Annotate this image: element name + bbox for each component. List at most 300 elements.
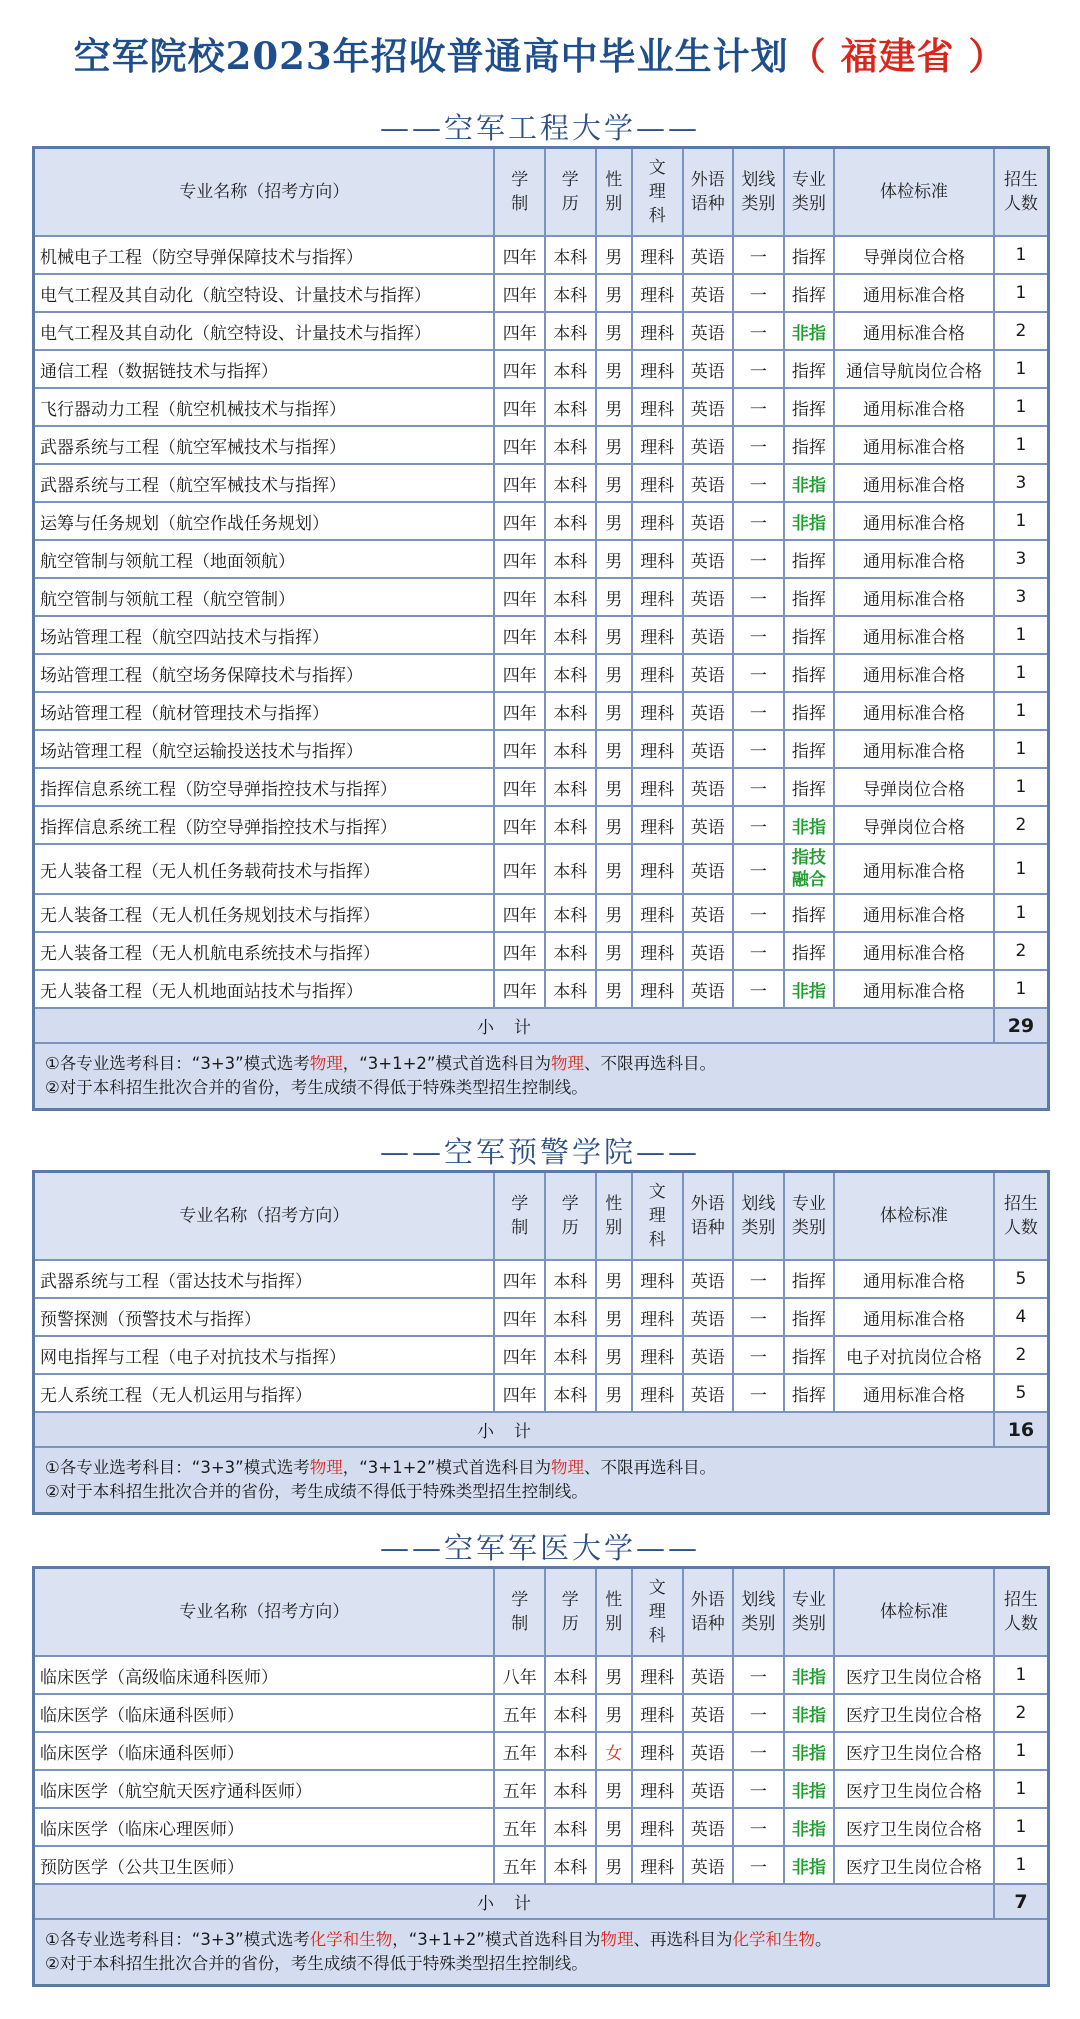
table-cell: 本科 bbox=[545, 730, 596, 768]
table-cell: 3 bbox=[994, 578, 1049, 616]
table-cell: 理科 bbox=[632, 1694, 683, 1732]
table-cell: 通用标准合格 bbox=[834, 274, 994, 312]
table-cell: 指挥 bbox=[784, 1374, 835, 1412]
table-cell: 临床医学（临床通科医师） bbox=[34, 1732, 495, 1770]
table-cell: 武器系统与工程（航空军械技术与指挥） bbox=[34, 426, 495, 464]
table-cell: 通用标准合格 bbox=[834, 1298, 994, 1336]
table-cell: 临床医学（航空航天医疗通科医师） bbox=[34, 1770, 495, 1808]
table-cell: 英语 bbox=[683, 312, 734, 350]
table-cell: 指挥 bbox=[784, 540, 835, 578]
table-cell: 四年 bbox=[494, 350, 545, 388]
table-cell: 指挥 bbox=[784, 426, 835, 464]
table-cell: 英语 bbox=[683, 932, 734, 970]
table-row bbox=[34, 1732, 1049, 1770]
table-row bbox=[34, 932, 1049, 970]
table-cell: 英语 bbox=[683, 1846, 734, 1884]
column-header: 专业名称（招考方向） bbox=[34, 1172, 495, 1261]
notes-row bbox=[34, 1043, 1049, 1110]
table-cell: 四年 bbox=[494, 932, 545, 970]
table-cell: 本科 bbox=[545, 1374, 596, 1412]
table-cell: 本科 bbox=[545, 1656, 596, 1694]
table-cell: 英语 bbox=[683, 1656, 734, 1694]
table-cell: 理科 bbox=[632, 502, 683, 540]
table-cell: 英语 bbox=[683, 1808, 734, 1846]
table-row bbox=[34, 464, 1049, 502]
table-cell: 1 bbox=[994, 236, 1049, 274]
table-cell: 一 bbox=[733, 274, 784, 312]
table-cell: 1 bbox=[994, 1846, 1049, 1884]
table-cell: 临床医学（临床通科医师） bbox=[34, 1694, 495, 1732]
table-cell: 理科 bbox=[632, 844, 683, 894]
table-cell: 本科 bbox=[545, 236, 596, 274]
table-cell: 1 bbox=[994, 730, 1049, 768]
table-row bbox=[34, 578, 1049, 616]
subtotal-value: 7 bbox=[994, 1884, 1049, 1919]
note-text: 、不限再选科目。 bbox=[583, 1458, 716, 1477]
table-cell: 一 bbox=[733, 1260, 784, 1298]
plan-table-medical bbox=[32, 1566, 1050, 1987]
table-cell: 无人装备工程（无人机任务载荷技术与指挥） bbox=[34, 844, 495, 894]
table-cell: 英语 bbox=[683, 970, 734, 1008]
table-cell: 一 bbox=[733, 692, 784, 730]
notes-cell bbox=[34, 1043, 1049, 1110]
table-cell: 英语 bbox=[683, 388, 734, 426]
table-cell: 医疗卫生岗位合格 bbox=[834, 1770, 994, 1808]
table-cell: 一 bbox=[733, 502, 784, 540]
table-cell: 男 bbox=[596, 654, 632, 692]
table-cell: 本科 bbox=[545, 1694, 596, 1732]
note-text: 、再选科目为 bbox=[633, 1930, 733, 1949]
table-cell: 理科 bbox=[632, 426, 683, 464]
table-cell: 通用标准合格 bbox=[834, 578, 994, 616]
notes-row bbox=[34, 1447, 1049, 1514]
table-cell: 男 bbox=[596, 350, 632, 388]
table-cell: 理科 bbox=[632, 312, 683, 350]
column-header: 体检标准 bbox=[834, 1568, 994, 1657]
table-cell: 一 bbox=[733, 350, 784, 388]
table-cell: 非指 bbox=[784, 806, 835, 844]
table-cell: 1 bbox=[994, 1656, 1049, 1694]
table-cell: 英语 bbox=[683, 730, 734, 768]
table-cell: 通用标准合格 bbox=[834, 970, 994, 1008]
table-cell: 指挥 bbox=[784, 578, 835, 616]
table-cell: 一 bbox=[733, 236, 784, 274]
column-header: 划线 类别 bbox=[733, 1568, 784, 1657]
table-cell: 非指 bbox=[784, 970, 835, 1008]
table-cell: 英语 bbox=[683, 894, 734, 932]
column-header: 外语 语种 bbox=[683, 148, 734, 237]
table-row bbox=[34, 970, 1049, 1008]
table-cell: 英语 bbox=[683, 692, 734, 730]
table-cell: 1 bbox=[994, 768, 1049, 806]
table-cell: 五年 bbox=[494, 1808, 545, 1846]
table-cell: 1 bbox=[994, 894, 1049, 932]
table-cell: 男 bbox=[596, 616, 632, 654]
table-cell: 一 bbox=[733, 1298, 784, 1336]
table-cell: 导弹岗位合格 bbox=[834, 768, 994, 806]
table-cell: 男 bbox=[596, 970, 632, 1008]
table-cell: 本科 bbox=[545, 1298, 596, 1336]
table-cell: 男 bbox=[596, 1846, 632, 1884]
note-subject-requirement bbox=[45, 1052, 1037, 1076]
subtotal-label: 小计 bbox=[34, 1412, 994, 1447]
table-cell: 一 bbox=[733, 768, 784, 806]
table-cell: 本科 bbox=[545, 768, 596, 806]
table-cell: 1 bbox=[994, 616, 1049, 654]
section-name: 空军军医大学 bbox=[443, 1531, 636, 1565]
note-control-line: ②对于本科招生批次合并的省份，考生成绩不得低于特殊类型招生控制线。 bbox=[45, 1954, 588, 1973]
table-cell: 3 bbox=[994, 464, 1049, 502]
table-cell: 电气工程及其自动化（航空特设、计量技术与指挥） bbox=[34, 312, 495, 350]
table-cell: 非指 bbox=[784, 1656, 835, 1694]
table-cell: 男 bbox=[596, 1336, 632, 1374]
table-cell: 本科 bbox=[545, 1336, 596, 1374]
table-cell: 英语 bbox=[683, 768, 734, 806]
table-cell: 四年 bbox=[494, 464, 545, 502]
table-cell: 男 bbox=[596, 388, 632, 426]
table-row bbox=[34, 1656, 1049, 1694]
table-cell: 英语 bbox=[683, 616, 734, 654]
table-cell: 理科 bbox=[632, 1732, 683, 1770]
table-cell: 英语 bbox=[683, 1770, 734, 1808]
table-cell: 一 bbox=[733, 1846, 784, 1884]
table-cell: 医疗卫生岗位合格 bbox=[834, 1846, 994, 1884]
column-header: 划线 类别 bbox=[733, 148, 784, 237]
note-text: ，“3+1+2”模式首选科目为 bbox=[342, 1458, 551, 1477]
subtotal-row bbox=[34, 1412, 1049, 1447]
table-cell: 本科 bbox=[545, 844, 596, 894]
table-cell: 通用标准合格 bbox=[834, 932, 994, 970]
table-cell: 一 bbox=[733, 844, 784, 894]
table-cell: 理科 bbox=[632, 540, 683, 578]
table-cell: 理科 bbox=[632, 274, 683, 312]
notes-row bbox=[34, 1919, 1049, 1986]
column-header: 学 历 bbox=[545, 1568, 596, 1657]
table-row bbox=[34, 350, 1049, 388]
table-cell: 四年 bbox=[494, 388, 545, 426]
notes-cell bbox=[34, 1447, 1049, 1514]
table-cell: 指挥 bbox=[784, 388, 835, 426]
table-cell: 2 bbox=[994, 806, 1049, 844]
table-cell: 男 bbox=[596, 932, 632, 970]
column-header: 学 制 bbox=[494, 148, 545, 237]
table-cell: 英语 bbox=[683, 1260, 734, 1298]
table-cell: 本科 bbox=[545, 426, 596, 464]
table-cell: 四年 bbox=[494, 426, 545, 464]
table-cell: 本科 bbox=[545, 312, 596, 350]
table-cell: 男 bbox=[596, 426, 632, 464]
table-row bbox=[34, 894, 1049, 932]
table-row bbox=[34, 540, 1049, 578]
table-cell: 场站管理工程（航空场务保障技术与指挥） bbox=[34, 654, 495, 692]
subtotal-label: 小计 bbox=[34, 1884, 994, 1919]
table-cell: 一 bbox=[733, 932, 784, 970]
table-cell: 一 bbox=[733, 1374, 784, 1412]
table-cell: 四年 bbox=[494, 312, 545, 350]
table-cell: 1 bbox=[994, 1808, 1049, 1846]
table-cell: 1 bbox=[994, 426, 1049, 464]
table-cell: 理科 bbox=[632, 1808, 683, 1846]
note-text: 物理 bbox=[550, 1054, 584, 1073]
table-cell: 四年 bbox=[494, 730, 545, 768]
table-cell: 一 bbox=[733, 578, 784, 616]
table-cell: 指挥 bbox=[784, 350, 835, 388]
section-name: 空军工程大学 bbox=[443, 111, 636, 145]
table-cell: 1 bbox=[994, 1732, 1049, 1770]
table-cell: 指挥 bbox=[784, 654, 835, 692]
table-cell: 男 bbox=[596, 806, 632, 844]
table-cell: 男 bbox=[596, 1298, 632, 1336]
column-header: 招生 人数 bbox=[994, 148, 1049, 237]
table-cell: 四年 bbox=[494, 806, 545, 844]
table-cell: 理科 bbox=[632, 616, 683, 654]
table-cell: 一 bbox=[733, 616, 784, 654]
table-row bbox=[34, 1260, 1049, 1298]
table-row bbox=[34, 1336, 1049, 1374]
table-cell: 通用标准合格 bbox=[834, 844, 994, 894]
column-header: 学 历 bbox=[545, 148, 596, 237]
note-control-line: ②对于本科招生批次合并的省份，考生成绩不得低于特殊类型招生控制线。 bbox=[45, 1482, 588, 1501]
table-cell: 临床医学（高级临床通科医师） bbox=[34, 1656, 495, 1694]
table-cell: 指挥 bbox=[784, 1298, 835, 1336]
table-cell: 四年 bbox=[494, 844, 545, 894]
table-cell: 一 bbox=[733, 970, 784, 1008]
table-cell: 非指 bbox=[784, 1846, 835, 1884]
table-cell: 飞行器动力工程（航空机械技术与指挥） bbox=[34, 388, 495, 426]
table-cell: 运筹与任务规划（航空作战任务规划） bbox=[34, 502, 495, 540]
column-header: 专业 类别 bbox=[784, 1172, 835, 1261]
table-cell: 电气工程及其自动化（航空特设、计量技术与指挥） bbox=[34, 274, 495, 312]
table-cell: 男 bbox=[596, 502, 632, 540]
table-cell: 英语 bbox=[683, 1298, 734, 1336]
table-cell: 临床医学（临床心理医师） bbox=[34, 1808, 495, 1846]
subtotal-row bbox=[34, 1884, 1049, 1919]
page-title-main: 空军院校2023年招收普通高中毕业生计划 bbox=[73, 34, 789, 78]
table-cell: 男 bbox=[596, 1374, 632, 1412]
column-header: 学 制 bbox=[494, 1172, 545, 1261]
table-cell: 5 bbox=[994, 1260, 1049, 1298]
table-cell: 理科 bbox=[632, 654, 683, 692]
table-cell: 本科 bbox=[545, 502, 596, 540]
table-cell: 1 bbox=[994, 654, 1049, 692]
column-header: 外语 语种 bbox=[683, 1568, 734, 1657]
table-cell: 理科 bbox=[632, 350, 683, 388]
note-text: 物理 bbox=[309, 1458, 343, 1477]
table-cell: 医疗卫生岗位合格 bbox=[834, 1656, 994, 1694]
table-row bbox=[34, 1770, 1049, 1808]
table-cell: 预防医学（公共卫生医师） bbox=[34, 1846, 495, 1884]
column-header: 性 别 bbox=[596, 1568, 632, 1657]
table-cell: 理科 bbox=[632, 692, 683, 730]
table-cell: 男 bbox=[596, 1808, 632, 1846]
table-cell: 理科 bbox=[632, 806, 683, 844]
table-cell: 一 bbox=[733, 388, 784, 426]
note-text: ，“3+1+2”模式首选科目为 bbox=[392, 1930, 601, 1949]
table-cell: 导弹岗位合格 bbox=[834, 806, 994, 844]
table-cell: 理科 bbox=[632, 1846, 683, 1884]
table-row bbox=[34, 1694, 1049, 1732]
table-cell: 一 bbox=[733, 730, 784, 768]
plan-table-engineering bbox=[32, 146, 1050, 1111]
column-header: 文 理 科 bbox=[632, 148, 683, 237]
table-cell: 指技 融合 bbox=[784, 844, 835, 894]
table-cell: 本科 bbox=[545, 1846, 596, 1884]
table-cell: 非指 bbox=[784, 312, 835, 350]
table-cell: 男 bbox=[596, 844, 632, 894]
table-cell: 本科 bbox=[545, 274, 596, 312]
column-header: 专业名称（招考方向） bbox=[34, 148, 495, 237]
table-cell: 无人装备工程（无人机任务规划技术与指挥） bbox=[34, 894, 495, 932]
table-cell: 电子对抗岗位合格 bbox=[834, 1336, 994, 1374]
table-row bbox=[34, 730, 1049, 768]
page-title bbox=[0, 26, 1080, 80]
table-cell: 场站管理工程（航材管理技术与指挥） bbox=[34, 692, 495, 730]
table-row bbox=[34, 1846, 1049, 1884]
table-cell: 理科 bbox=[632, 578, 683, 616]
table-cell: 四年 bbox=[494, 654, 545, 692]
table-cell: 通用标准合格 bbox=[834, 312, 994, 350]
table-cell: 通用标准合格 bbox=[834, 692, 994, 730]
table-cell: 无人装备工程（无人机航电系统技术与指挥） bbox=[34, 932, 495, 970]
table-cell: 四年 bbox=[494, 502, 545, 540]
table-cell: 航空管制与领航工程（航空管制） bbox=[34, 578, 495, 616]
table-row bbox=[34, 806, 1049, 844]
table-row bbox=[34, 616, 1049, 654]
table-cell: 本科 bbox=[545, 540, 596, 578]
table-cell: 五年 bbox=[494, 1770, 545, 1808]
table-cell: 本科 bbox=[545, 388, 596, 426]
table-cell: 指挥 bbox=[784, 692, 835, 730]
table-cell: 医疗卫生岗位合格 bbox=[834, 1732, 994, 1770]
table-cell: 男 bbox=[596, 464, 632, 502]
section-title-engineering: ——空军工程大学—— bbox=[379, 111, 700, 145]
table-cell: 通用标准合格 bbox=[834, 730, 994, 768]
table-cell: 四年 bbox=[494, 540, 545, 578]
table-cell: 英语 bbox=[683, 426, 734, 464]
table-cell: 一 bbox=[733, 1336, 784, 1374]
table-cell: 医疗卫生岗位合格 bbox=[834, 1808, 994, 1846]
note-control-line: ②对于本科招生批次合并的省份，考生成绩不得低于特殊类型招生控制线。 bbox=[45, 1078, 588, 1097]
table-cell: 武器系统与工程（雷达技术与指挥） bbox=[34, 1260, 495, 1298]
table-cell: 本科 bbox=[545, 970, 596, 1008]
table-cell: 1 bbox=[994, 692, 1049, 730]
table-cell: 指挥 bbox=[784, 768, 835, 806]
table-cell: 指挥信息系统工程（防空导弹指控技术与指挥） bbox=[34, 768, 495, 806]
note-text: 。 bbox=[814, 1930, 832, 1949]
table-cell: 本科 bbox=[545, 894, 596, 932]
table-cell: 理科 bbox=[632, 970, 683, 1008]
table-cell: 四年 bbox=[494, 894, 545, 932]
column-header: 外语 语种 bbox=[683, 1172, 734, 1261]
table-cell: 四年 bbox=[494, 578, 545, 616]
table-cell: 2 bbox=[994, 1336, 1049, 1374]
table-cell: 1 bbox=[994, 350, 1049, 388]
section-title-medical: ——空军军医大学—— bbox=[379, 1531, 700, 1565]
table-cell: 四年 bbox=[494, 970, 545, 1008]
table-row bbox=[34, 1374, 1049, 1412]
table-cell: 男 bbox=[596, 274, 632, 312]
column-header: 体检标准 bbox=[834, 1172, 994, 1261]
table-cell: 一 bbox=[733, 464, 784, 502]
table-cell: 非指 bbox=[784, 1770, 835, 1808]
table-cell: 四年 bbox=[494, 1298, 545, 1336]
note-text: 物理 bbox=[550, 1458, 584, 1477]
table-cell: 英语 bbox=[683, 502, 734, 540]
table-cell: 一 bbox=[733, 1656, 784, 1694]
table-cell: 导弹岗位合格 bbox=[834, 236, 994, 274]
subtotal-row bbox=[34, 1008, 1049, 1043]
table-cell: 1 bbox=[994, 1770, 1049, 1808]
column-header: 招生 人数 bbox=[994, 1172, 1049, 1261]
table-cell: 通用标准合格 bbox=[834, 540, 994, 578]
notes-cell bbox=[34, 1919, 1049, 1986]
table-cell: 一 bbox=[733, 1770, 784, 1808]
table-cell: 通用标准合格 bbox=[834, 426, 994, 464]
table-cell: 英语 bbox=[683, 654, 734, 692]
table-cell: 场站管理工程（航空运输投送技术与指挥） bbox=[34, 730, 495, 768]
table-cell: 1 bbox=[994, 388, 1049, 426]
column-header: 招生 人数 bbox=[994, 1568, 1049, 1657]
table-cell: 指挥 bbox=[784, 1336, 835, 1374]
table-cell: 英语 bbox=[683, 236, 734, 274]
column-header: 学 历 bbox=[545, 1172, 596, 1261]
section-title-early-warning: ——空军预警学院—— bbox=[379, 1135, 700, 1169]
table-cell: 机械电子工程（防空导弹保障技术与指挥） bbox=[34, 236, 495, 274]
column-header: 划线 类别 bbox=[733, 1172, 784, 1261]
note-text: 化学和生物 bbox=[732, 1930, 815, 1949]
table-cell: 理科 bbox=[632, 1336, 683, 1374]
note-text: 化学和生物 bbox=[309, 1930, 393, 1949]
table-row bbox=[34, 236, 1049, 274]
table-cell: 四年 bbox=[494, 236, 545, 274]
table-cell: 指挥 bbox=[784, 274, 835, 312]
table-row bbox=[34, 312, 1049, 350]
table-cell: 场站管理工程（航空四站技术与指挥） bbox=[34, 616, 495, 654]
note-text: ①各专业选考科目：“3+3”模式选考 bbox=[45, 1458, 310, 1477]
column-header: 专业 类别 bbox=[784, 1568, 835, 1657]
table-cell: 男 bbox=[596, 540, 632, 578]
table-cell: 八年 bbox=[494, 1656, 545, 1694]
table-cell: 理科 bbox=[632, 1260, 683, 1298]
table-cell: 5 bbox=[994, 1374, 1049, 1412]
table-cell: 一 bbox=[733, 894, 784, 932]
table-cell: 理科 bbox=[632, 1656, 683, 1694]
table-cell: 英语 bbox=[683, 578, 734, 616]
note-text: 物理 bbox=[309, 1054, 343, 1073]
table-cell: 4 bbox=[994, 1298, 1049, 1336]
table-cell: 男 bbox=[596, 894, 632, 932]
table-cell: 通信工程（数据链技术与指挥） bbox=[34, 350, 495, 388]
table-row bbox=[34, 1298, 1049, 1336]
table-cell: 1 bbox=[994, 970, 1049, 1008]
column-header: 专业 类别 bbox=[784, 148, 835, 237]
table-cell: 1 bbox=[994, 274, 1049, 312]
table-cell: 理科 bbox=[632, 464, 683, 502]
table-cell: 理科 bbox=[632, 730, 683, 768]
table-cell: 2 bbox=[994, 312, 1049, 350]
note-text: ①各专业选考科目：“3+3”模式选考 bbox=[45, 1054, 310, 1073]
table-cell: 通信导航岗位合格 bbox=[834, 350, 994, 388]
table-cell: 四年 bbox=[494, 692, 545, 730]
table-row bbox=[34, 1808, 1049, 1846]
table-cell: 英语 bbox=[683, 464, 734, 502]
table-cell: 男 bbox=[596, 1694, 632, 1732]
table-cell: 五年 bbox=[494, 1846, 545, 1884]
table-cell: 四年 bbox=[494, 1374, 545, 1412]
plan-table-early-warning bbox=[32, 1170, 1050, 1515]
table-cell: 男 bbox=[596, 1770, 632, 1808]
table-cell: 一 bbox=[733, 806, 784, 844]
